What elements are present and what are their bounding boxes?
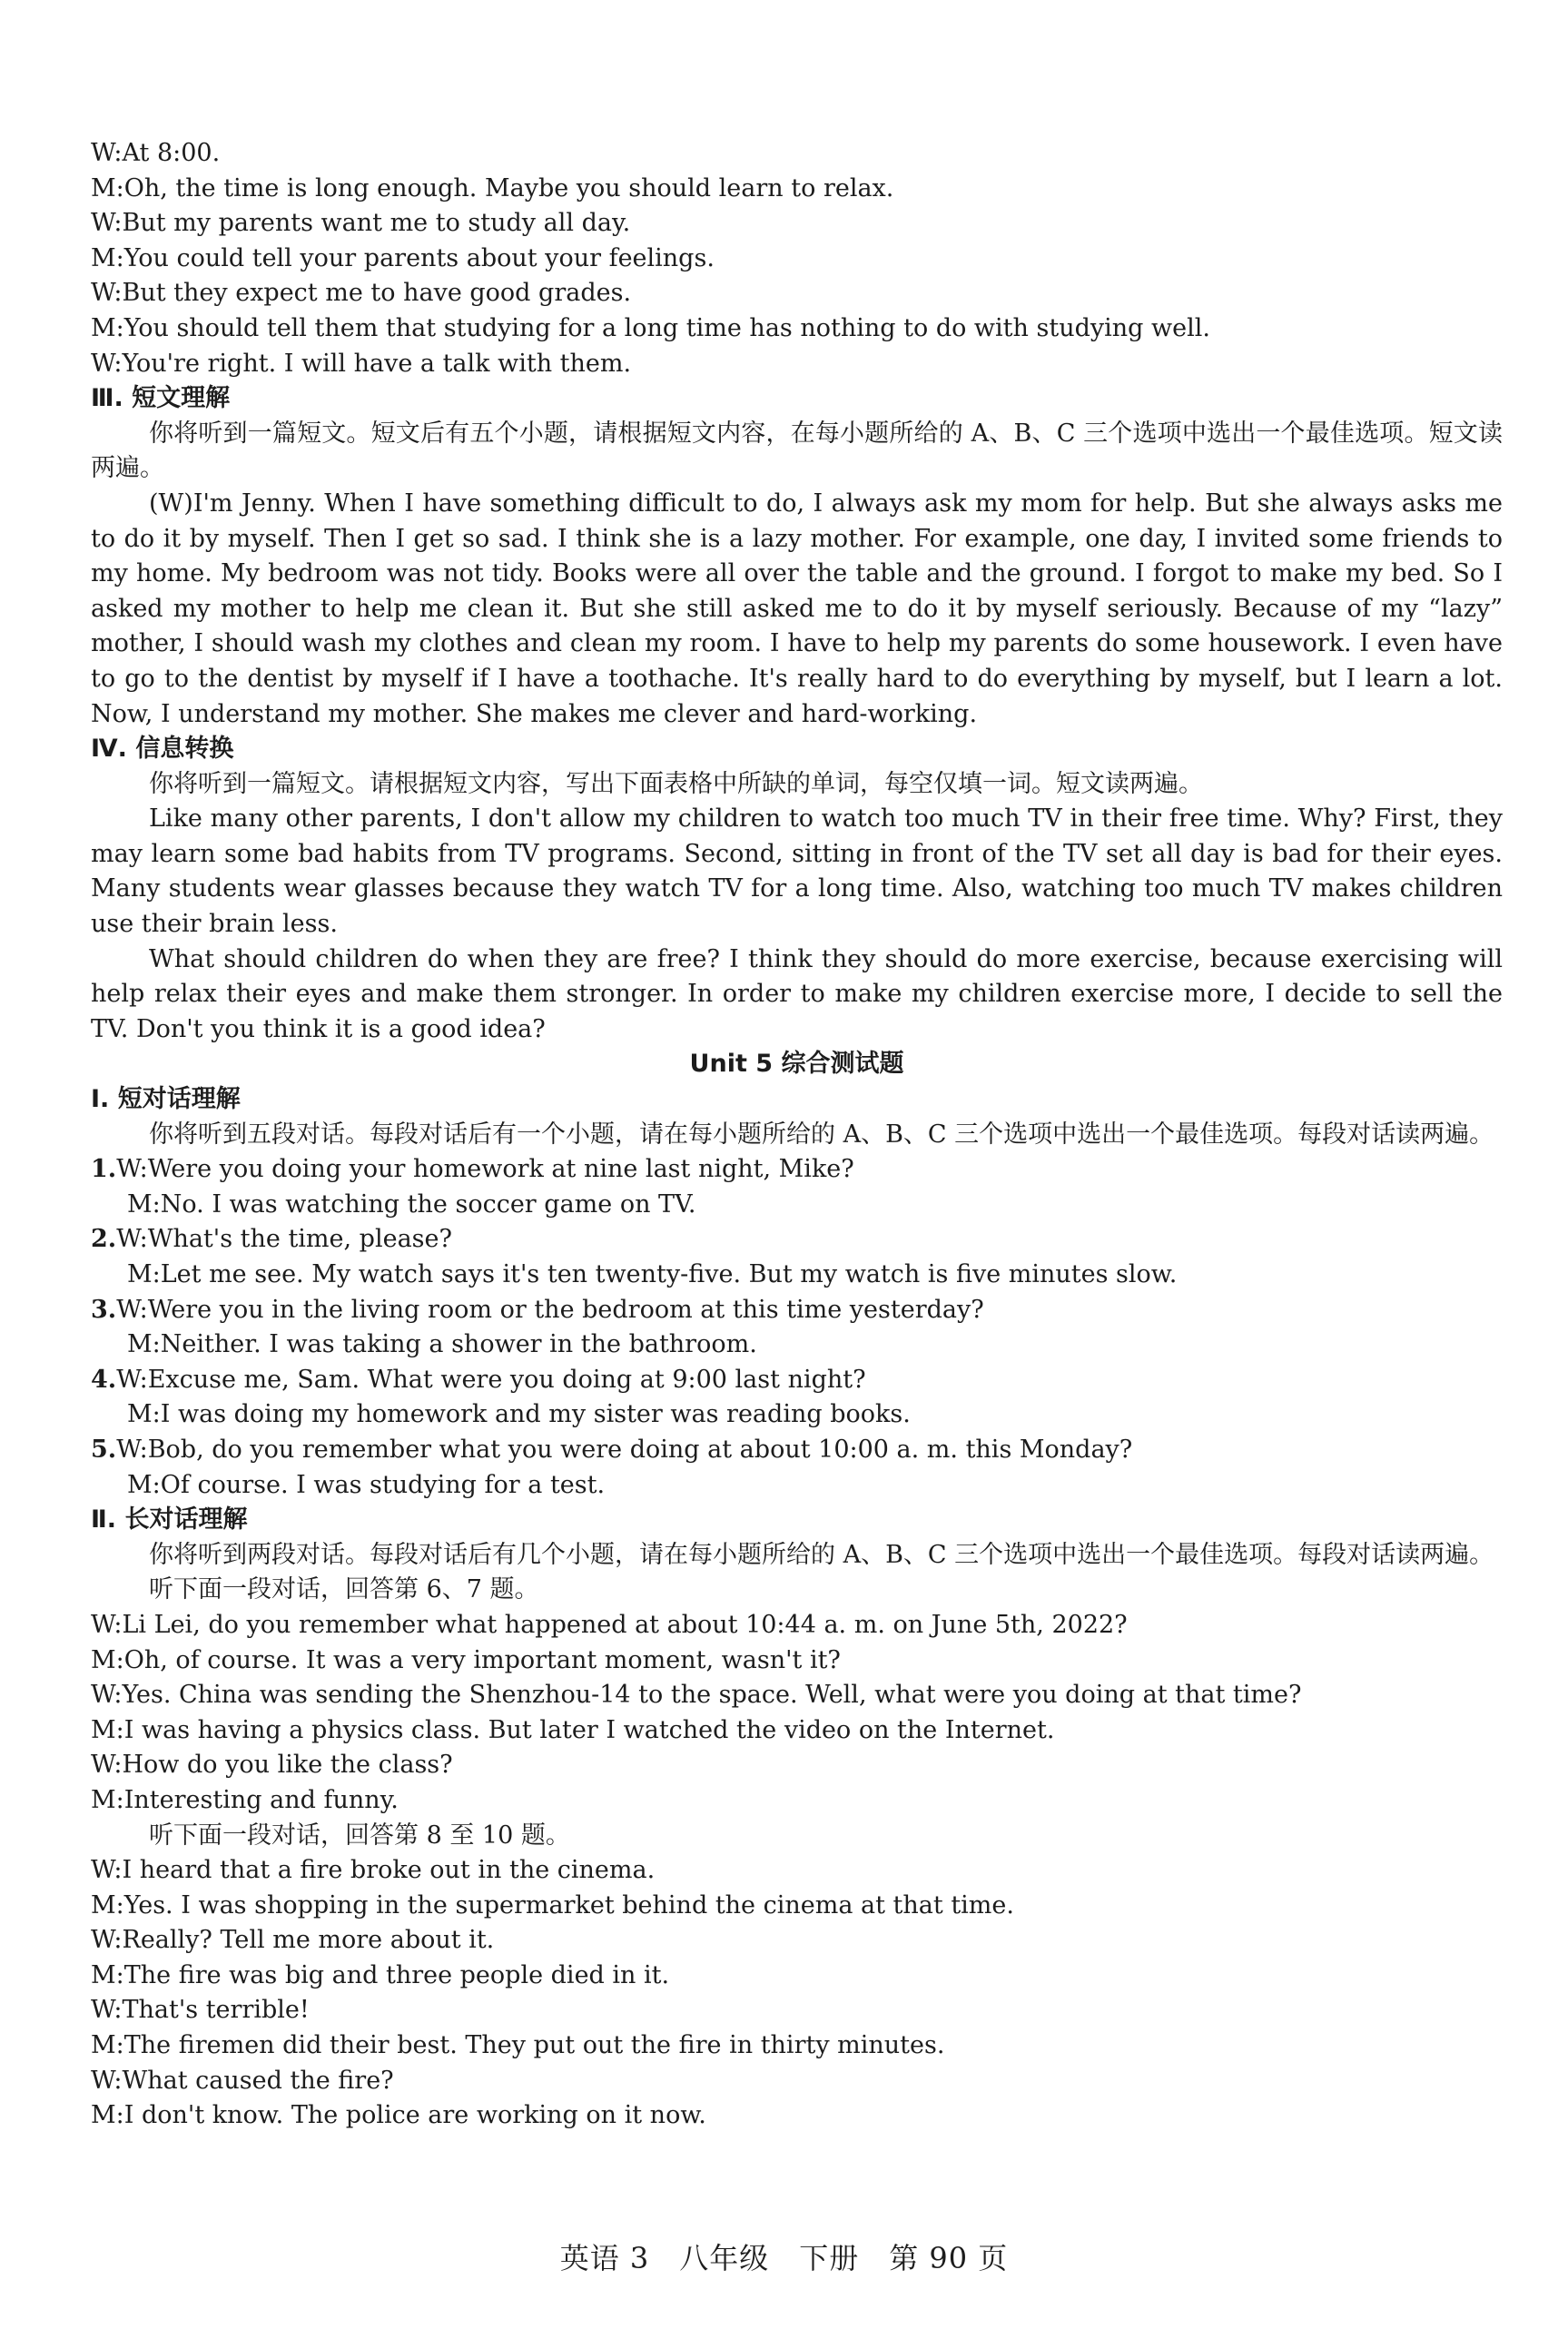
dialogue-line: W:Were you doing your homework at nine last night, Mike?: [116, 1155, 854, 1184]
dialogue-line: W:What caused the fire?: [91, 2066, 394, 2095]
section-short-passage: [91, 381, 1507, 732]
dialogue-line: M:I was doing my homework and my sister was reading books.: [127, 1400, 911, 1429]
dialogue-line: M:The firemen did their best. They put out the fire in thirty minutes.: [91, 2031, 945, 2060]
dialogue-line: M:You could tell your parents about your feelings.: [91, 243, 715, 272]
dialogue-line: M:Yes. I was shopping in the supermarket behind the cinema at that time.: [91, 1890, 1014, 1919]
section-instruction: 你将听到一篇短文。请根据短文内容，写出下面表格中所缺的单词，每空仅填一词。短文读两遍。: [149, 769, 1203, 798]
dialogue-line: M:Let me see. My watch says it's ten twenty-five. But my watch is five minutes slow.: [127, 1260, 1178, 1288]
question-number: 1.: [91, 1155, 117, 1184]
passage-paragraph: Like many other parents, I don't allow my children to watch too much TV in their free time. Why? First, they may learn some bad habits from TV programs. Second, sitting in front of the TV set all day is bad for their eyes. Many students wear glasses because they watch TV for a long time. Also, watching too much TV makes children use their brain less.: [91, 804, 1503, 939]
dialogue-intro: 听下面一段对话，回答第 8 至 10 题。: [149, 1821, 570, 1850]
dialogue-line: W:Li Lei, do you remember what happened at about 10:44 a. m. on June 5th, 2022?: [91, 1610, 1128, 1639]
dialogue-line: M:I don't know. The police are working on it now.: [91, 2101, 706, 2130]
dialogue-line: M:Of course. I was studying for a test.: [127, 1470, 606, 1499]
section-information-transfer: [91, 732, 1507, 1047]
passage-paragraph: What should children do when they are free? I think they should do more exercise, because exercising will help relax their eyes and make them stronger. In order to make my children exercise more, I decide to sell the TV. Don't you think it is a good idea?: [91, 944, 1503, 1043]
dialogue-line: M:Neither. I was taking a shower in the bathroom.: [127, 1330, 757, 1359]
question-item: [91, 1433, 1507, 1503]
dialogue-line: W:Yes. China was sending the Shenzhou-14 to the space. Well, what were you doing at that time?: [91, 1681, 1302, 1710]
page-footer: 英语 3 八年级 下册 第 90 页: [559, 2241, 1009, 2275]
dialogue-line: W:How do you like the class?: [91, 1751, 453, 1780]
dialogue-line: M:The fire was big and three people died in it.: [91, 1960, 670, 1989]
dialogue-line: W:Really? Tell me more about it.: [91, 1926, 495, 1955]
question-item: [91, 1222, 1507, 1292]
document-page: [91, 136, 1507, 2134]
dialogue-line: W:What's the time, please?: [116, 1225, 452, 1254]
question-item: [91, 1363, 1507, 1433]
section-heading: Ⅰ. 短对话理解: [91, 1085, 241, 1114]
dialogue-line: W:At 8:00.: [91, 139, 221, 167]
dialogue-intro: 听下面一段对话，回答第 6、7 题。: [149, 1575, 539, 1604]
section-instruction: 你将听到一篇短文。短文后有五个小题，请根据短文内容，在每小题所给的 A、B、C 三个选项中选出一个最佳选项。短文读两遍。: [91, 419, 1503, 483]
question-item: [91, 1152, 1507, 1222]
question-number: 4.: [91, 1365, 117, 1394]
dialogue-line: M:No. I was watching the soccer game on TV.: [127, 1189, 696, 1219]
dialogue-line: M:I was having a physics class. But later I watched the video on the Internet.: [91, 1715, 1055, 1744]
dialogue-line: M:You should tell them that studying for a long time has nothing to do with studying well.: [91, 313, 1210, 342]
section-short-dialogues: [91, 1082, 1507, 1503]
dialogue-line: W:Excuse me, Sam. What were you doing at 9:00 last night?: [116, 1365, 866, 1394]
dialogue-line: M:Oh, of course. It was a very important moment, wasn't it?: [91, 1645, 841, 1674]
question-number: 2.: [91, 1225, 117, 1254]
passage-text: (W)I'm Jenny. When I have something difficult to do, I always ask my mom for help. But she always asks me to do it by myself. Then I get so sad. I think she is a lazy mother. For example, one day, I invited some friends to my home. My bedroom was not tidy. Books were all over the table and the ground. I forgot to make my bed. So I asked my mother to help me clean it. But she still asked me to do it by myself seriously. Because of my “lazy” mother, I should wash my clothes and clean my room. I have to help my parents do some housework. I even have to go to the dentist by myself if I have a toothache. It's really hard to do everything by myself, but I learn a lot. Now, I understand my mother. She makes me clever and hard-working.: [91, 488, 1503, 728]
dialogue-line: W:You're right. I will have a talk with them.: [91, 349, 632, 378]
dialogue-line: M:Oh, the time is long enough. Maybe you should learn to relax.: [91, 173, 894, 202]
section-instruction: 你将听到五段对话。每段对话后有一个小题，请在每小题所给的 A、B、C 三个选项中选出一个最佳选项。每段对话读两遍。: [149, 1120, 1494, 1149]
dialogue-line: M:Interesting and funny.: [91, 1785, 399, 1814]
dialogue-line: W:But my parents want me to study all day.: [91, 209, 631, 238]
dialogue-line: W:Were you in the living room or the bedroom at this time yesterday?: [116, 1295, 984, 1324]
section-heading: Ⅱ. 长对话理解: [91, 1505, 248, 1535]
section-heading: Ⅳ. 信息转换: [91, 735, 234, 764]
dialogue-line: W:I heard that a fire broke out in the cinema.: [91, 1856, 656, 1885]
section-instruction: 你将听到两段对话。每段对话后有几个小题，请在每小题所给的 A、B、C 三个选项中选出一个最佳选项。每段对话读两遍。: [149, 1540, 1494, 1569]
dialogue-line: W:But they expect me to have good grades.: [91, 279, 632, 308]
question-number: 3.: [91, 1295, 117, 1324]
question-number: 5.: [91, 1435, 117, 1464]
section-long-dialogues: [91, 1503, 1507, 2134]
section-heading: Ⅲ. 短文理解: [91, 384, 231, 413]
previous-dialogue: [91, 136, 1507, 381]
question-item: [91, 1293, 1507, 1363]
dialogue-line: W:That's terrible!: [91, 1996, 310, 2025]
dialogue-line: W:Bob, do you remember what you were doing at about 10:00 a. m. this Monday?: [116, 1435, 1133, 1464]
unit-title: Unit 5 综合测试题: [689, 1050, 904, 1079]
